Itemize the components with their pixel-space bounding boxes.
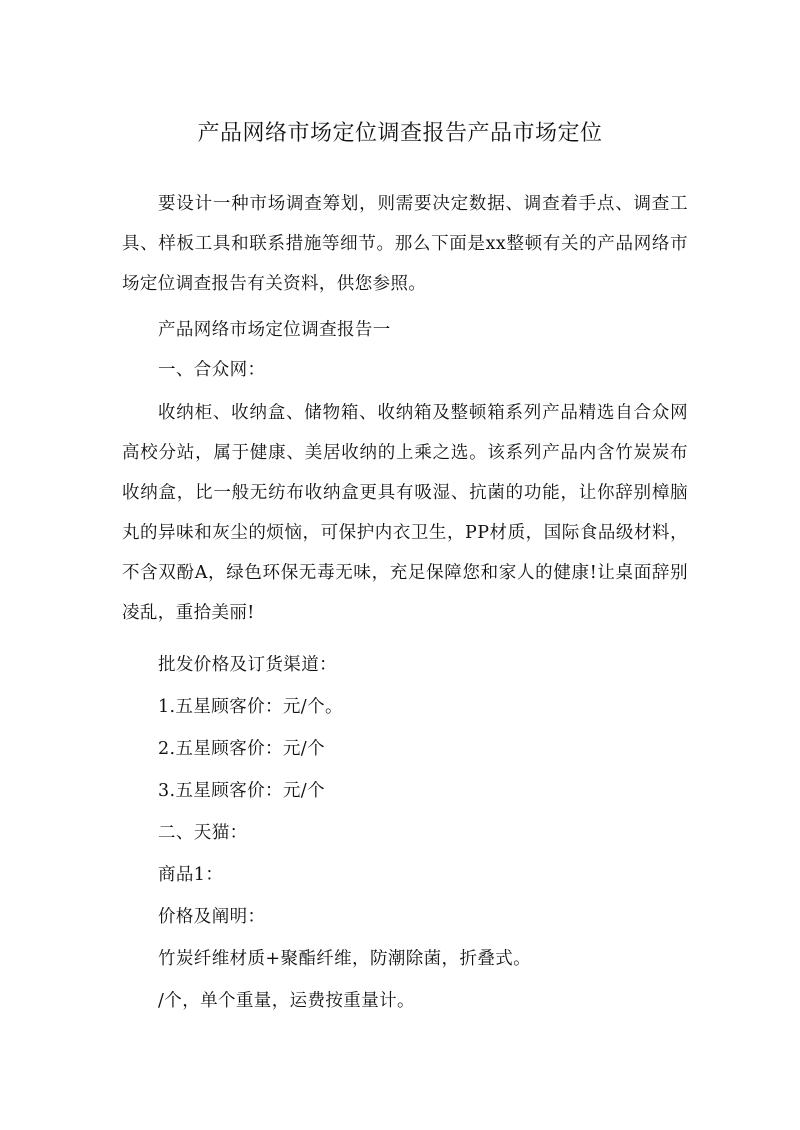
paragraph-price-explanation: 价格及阐明： [158, 907, 266, 927]
paragraph-product-1: 商品1： [158, 865, 224, 885]
list-item-price-1: 1.五星顾客价：元/个。 [158, 697, 343, 717]
list-item-price-3: 3.五星顾客价：元/个 [158, 781, 325, 801]
list-item-price-2: 2.五星顾客价：元/个 [158, 739, 325, 759]
paragraph-intro: 要设计一种市场调查筹划，则需要决定数据、调查着手点、调查工具、样板工具和联系措施等细节。那么下面是xx整顿有关的产品网络市场定位调查报告有关资料，供您参照。 [122, 194, 688, 294]
paragraph-material: 竹炭纤维材质+聚酯纤维，防潮除菌，折叠式。 [158, 949, 532, 969]
paragraph-wholesale-heading: 批发价格及订货渠道： [158, 655, 337, 675]
paragraph-product-description: 收纳柜、收纳盒、储物箱、收纳箱及整顿箱系列产品精选自合众网高校分站，属于健康、美居收纳的上乘之选。该系列产品内含竹炭炭布收纳盒，比一般无纺布收纳盒更具有吸湿、抗菌的功能，让你辞别樟脑丸的异味和灰尘的烦恼，可保护内衣卫生，PP材质，国际食品级材料，不含双酚A，绿色环保无毒无味，充足保障您和家人的健康!让桌面辞别凌乱，重拾美丽! [122, 403, 688, 623]
section-heading-hezhong: 一、合众网： [158, 360, 266, 380]
paragraph-report-heading: 产品网络市场定位调查报告一 [158, 320, 391, 340]
document-title: 产品网络市场定位调查报告产品市场定位 [197, 120, 603, 146]
paragraph-unit-weight: /个，单个重量，运费按重量计。 [158, 991, 415, 1011]
section-heading-tmall: 二、天猫： [158, 823, 248, 843]
